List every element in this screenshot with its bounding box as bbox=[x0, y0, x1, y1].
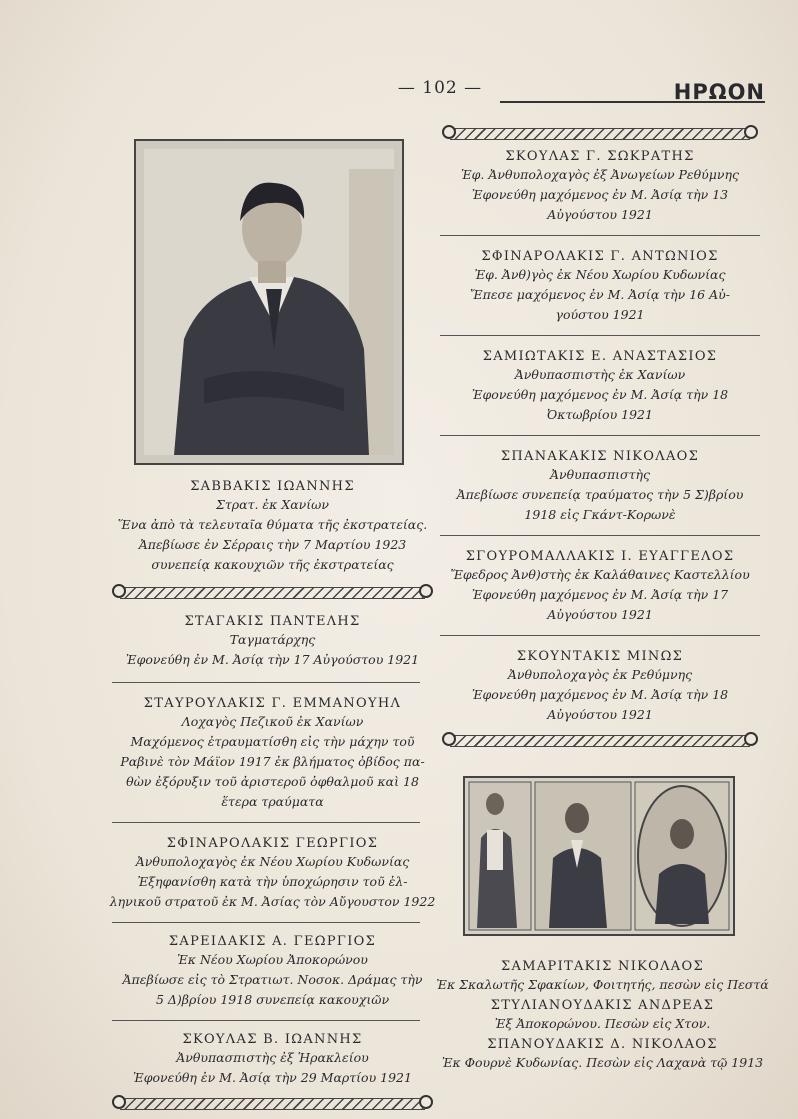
entry-line: Ἐφονεύθη μαχόμενος ἐν Μ. Ἀσίᾳ τὴν 13 bbox=[471, 187, 729, 202]
entry bbox=[440, 548, 760, 625]
entry bbox=[100, 613, 445, 670]
entry bbox=[100, 933, 445, 1010]
entry-line: Ἀνθυπασπιστὴς bbox=[550, 467, 650, 482]
entry-line: Ἐκ Φουρνὲ Κυδωνίας. Πεσὼν εἰς Λαχανὰ τῷ 1913 bbox=[441, 1055, 764, 1070]
entry bbox=[440, 348, 760, 425]
group-caption bbox=[430, 958, 775, 1073]
entry-name: ΣΦΙΝΑΡΟΛΑΚΙΣ ΓΕΩΡΓΙΟΣ bbox=[166, 836, 379, 851]
portrait-photo bbox=[134, 139, 404, 465]
entry-line: 1918 εἰς Γκάντ-Κορωνὲ bbox=[524, 507, 676, 522]
entry-line: Ἀνθυπασπιστὴς ἐξ Ἡρακλείου bbox=[176, 1050, 369, 1065]
entry-name: ΣΑΜΙΩΤΑΚΙΣ Ε. ΑΝΑΣΤΑΣΙΟΣ bbox=[482, 349, 718, 364]
entry-line: Μαχόμενος ἐτραυματίσθη εἰς τὴν μάχην τοῦ bbox=[130, 734, 415, 749]
entry-name: ΣΤΑΓΑΚΙΣ ΠΑΝΤΕΛΗΣ bbox=[184, 614, 361, 629]
entry-line: Αὐγούστου 1921 bbox=[547, 707, 653, 722]
entry-name: ΣΚΟΥΛΑΣ Γ. ΣΩΚΡΑΤΗΣ bbox=[505, 149, 695, 164]
divider-rule bbox=[440, 635, 760, 636]
group-photo-illustration bbox=[465, 778, 733, 934]
group-caption-entry bbox=[430, 958, 775, 1073]
entry-line: Ταγματάρχης bbox=[229, 632, 316, 647]
entry-name: ΣΚΟΥΛΑΣ Β. ΙΩΑΝΝΗΣ bbox=[182, 1032, 363, 1047]
entry-line: Ἀπεβίωσε ἐν Σέρραις τὴν 7 Μαρτίου 1923 bbox=[138, 537, 407, 552]
entry bbox=[440, 648, 760, 725]
ornamental-divider bbox=[450, 128, 750, 140]
entry bbox=[100, 695, 445, 812]
entry-line: Ἀνθυπολοχαγὸς ἐκ Νέου Χωρίου Κυδωνίας bbox=[135, 854, 410, 869]
entry-name: ΣΠΑΝΑΚΑΚΙΣ ΝΙΚΟΛΑΟΣ bbox=[500, 449, 700, 464]
entry-name: ΣΓΟΥΡΟΜΑΛΛΑΚΙΣ Ι. ΕΥΑΓΓΕΛΟΣ bbox=[465, 549, 735, 564]
entry-name: ΣΑΡΕΙΔΑΚΙΣ Α. ΓΕΩΡΓΙΟΣ bbox=[168, 934, 377, 949]
entry-line: Ἐφονεύθη μαχόμενος ἐν Μ. Ἀσίᾳ τὴν 18 bbox=[471, 687, 729, 702]
entry-line: Αὐγούστου 1921 bbox=[547, 207, 653, 222]
entry-line: Ραβινὲ τὸν Μάϊον 1917 ἐκ βλήματος ὀβίδος πα- bbox=[120, 754, 425, 769]
entry-name: ΣΤΑΥΡΟΥΛΑΚΙΣ Γ. ΕΜΜΑΝΟΥΗΛ bbox=[143, 696, 402, 711]
entry bbox=[440, 448, 760, 525]
entry-line: Ἐφονεύθη μαχόμενος ἐν Μ. Ἀσίᾳ τὴν 17 bbox=[471, 587, 729, 602]
entry-line: Ἐφονεύθη μαχόμενος ἐν Μ. Ἀσίᾳ τὴν 18 bbox=[471, 387, 729, 402]
entry-line: Ἀνθυπασπιστὴς ἐκ Χανίων bbox=[514, 367, 686, 382]
entry-name: ΣΦΙΝΑΡΟΛΑΚΙΣ Γ. ΑΝΤΩΝΙΟΣ bbox=[481, 249, 719, 264]
portrait-figure-illustration bbox=[144, 149, 394, 455]
right-column bbox=[440, 128, 760, 747]
entry-line: 5 Δ)βρίου 1918 συνεπείᾳ κακουχιῶν bbox=[155, 992, 390, 1007]
entry-line: Ἀπεβίωσε συνεπείᾳ τραύματος τὴν 5 Σ)βρίου bbox=[456, 487, 744, 502]
entry-line: Ἐξηφανίσθη κατὰ τὴν ὑποχώρησιν τοῦ ἑλ- bbox=[137, 874, 408, 889]
entry-name: ΣΤΥΛΙΑΝΟΥΔΑΚΙΣ ΑΝΔΡΕΑΣ bbox=[490, 998, 715, 1013]
entry bbox=[100, 1031, 445, 1088]
page-title: ΗΡΩΟΝ bbox=[673, 80, 765, 104]
header-rule bbox=[500, 101, 765, 103]
entry-line: Ἐκ Νέου Χωρίου Ἀποκορώνου bbox=[177, 952, 368, 967]
entry-line: Αὐγούστου 1921 bbox=[547, 607, 653, 622]
entry-line: ληνικοῦ στρατοῦ ἐκ Μ. Ἀσίας τὸν Αὔγουστον 1922 bbox=[109, 894, 436, 909]
entry-line: γούστου 1921 bbox=[555, 307, 645, 322]
entry-line: συνεπείᾳ κακουχιῶν τῆς ἐκστρατείας bbox=[151, 557, 394, 572]
entry-line: Στρατ. ἐκ Χανίων bbox=[216, 497, 329, 512]
entry-line: Ἀπεβίωσε εἰς τὸ Στρατιωτ. Νοσοκ. Δράμας τὴν bbox=[122, 972, 423, 987]
divider-rule bbox=[440, 235, 760, 236]
ornamental-divider bbox=[120, 1098, 425, 1110]
ornamental-divider bbox=[450, 735, 750, 747]
ornamental-divider bbox=[120, 587, 425, 599]
entry-line: Λοχαγὸς Πεζικοῦ ἐκ Χανίων bbox=[181, 714, 364, 729]
entry-name: ΣΑΒΒΑΚΙΣ ΙΩΑΝΝΗΣ bbox=[190, 479, 355, 494]
entry-line: Ἀνθυπολοχαγὸς ἐκ Ρεθύμνης bbox=[507, 667, 693, 682]
divider-rule bbox=[112, 922, 420, 923]
entry-name: ΣΠΑΝΟΥΔΑΚΙΣ Δ. ΝΙΚΟΛΑΟΣ bbox=[487, 1037, 718, 1052]
divider-rule bbox=[112, 822, 420, 823]
entry-line: Ὀκτωβρίου 1921 bbox=[547, 407, 653, 422]
entry bbox=[100, 835, 445, 912]
entry-name: ΣΚΟΥΝΤΑΚΙΣ ΜΙΝΩΣ bbox=[516, 649, 684, 664]
divider-rule bbox=[112, 682, 420, 683]
entry-line: Ἐφονεύθη ἐν Μ. Ἀσίᾳ τὴν 17 Αὐγούστου 1921 bbox=[125, 652, 420, 667]
divider-rule bbox=[440, 335, 760, 336]
page-number: — 102 — bbox=[397, 78, 483, 98]
entry-line: ἕτερα τραύματα bbox=[221, 794, 324, 809]
divider-rule bbox=[440, 535, 760, 536]
entry-line: Ἐκ Σκαλωτῆς Σφακίων, Φοιτητής, πεσὼν εἰς Πεστά bbox=[436, 977, 769, 992]
entry-line: Ἔφεδρος Ἀνθ)στὴς ἐκ Καλάθαινες Καστελλίου bbox=[450, 567, 750, 582]
entry-line: Ἐφονεύθη ἐν Μ. Ἀσίᾳ τὴν 29 Μαρτίου 1921 bbox=[133, 1070, 412, 1085]
divider-rule bbox=[112, 1020, 420, 1021]
entry-line: θὼν ἐξόρυξιν τοῦ ἀριστεροῦ ὀφθαλμοῦ καὶ 18 bbox=[126, 774, 419, 789]
entry-line: Ἕνα ἀπὸ τὰ τελευταῖα θύματα τῆς ἐκστρατείας. bbox=[117, 517, 428, 532]
left-column bbox=[100, 478, 445, 1110]
entry-line: Ἐξ Ἀποκορώνου. Πεσὼν εἰς Χτον. bbox=[494, 1016, 711, 1031]
entry-line: Ἐφ. Ἀνθ)γὸς ἐκ Νέου Χωρίου Κυδωνίας bbox=[474, 267, 726, 282]
entry-line: Ἐφ. Ἀνθυπολοχαγὸς ἐξ Ἀνωγείων Ρεθύμνης bbox=[461, 167, 739, 182]
entry bbox=[440, 148, 760, 225]
group-photo bbox=[463, 776, 735, 936]
portrait-caption bbox=[100, 478, 445, 575]
entry-line: Ἔπεσε μαχόμενος ἐν Μ. Ἀσίᾳ τὴν 16 Αὐ- bbox=[470, 287, 730, 302]
entry-name: ΣΑΜΑΡΙΤΑΚΙΣ ΝΙΚΟΛΑΟΣ bbox=[501, 959, 704, 974]
divider-rule bbox=[440, 435, 760, 436]
entry bbox=[440, 248, 760, 325]
